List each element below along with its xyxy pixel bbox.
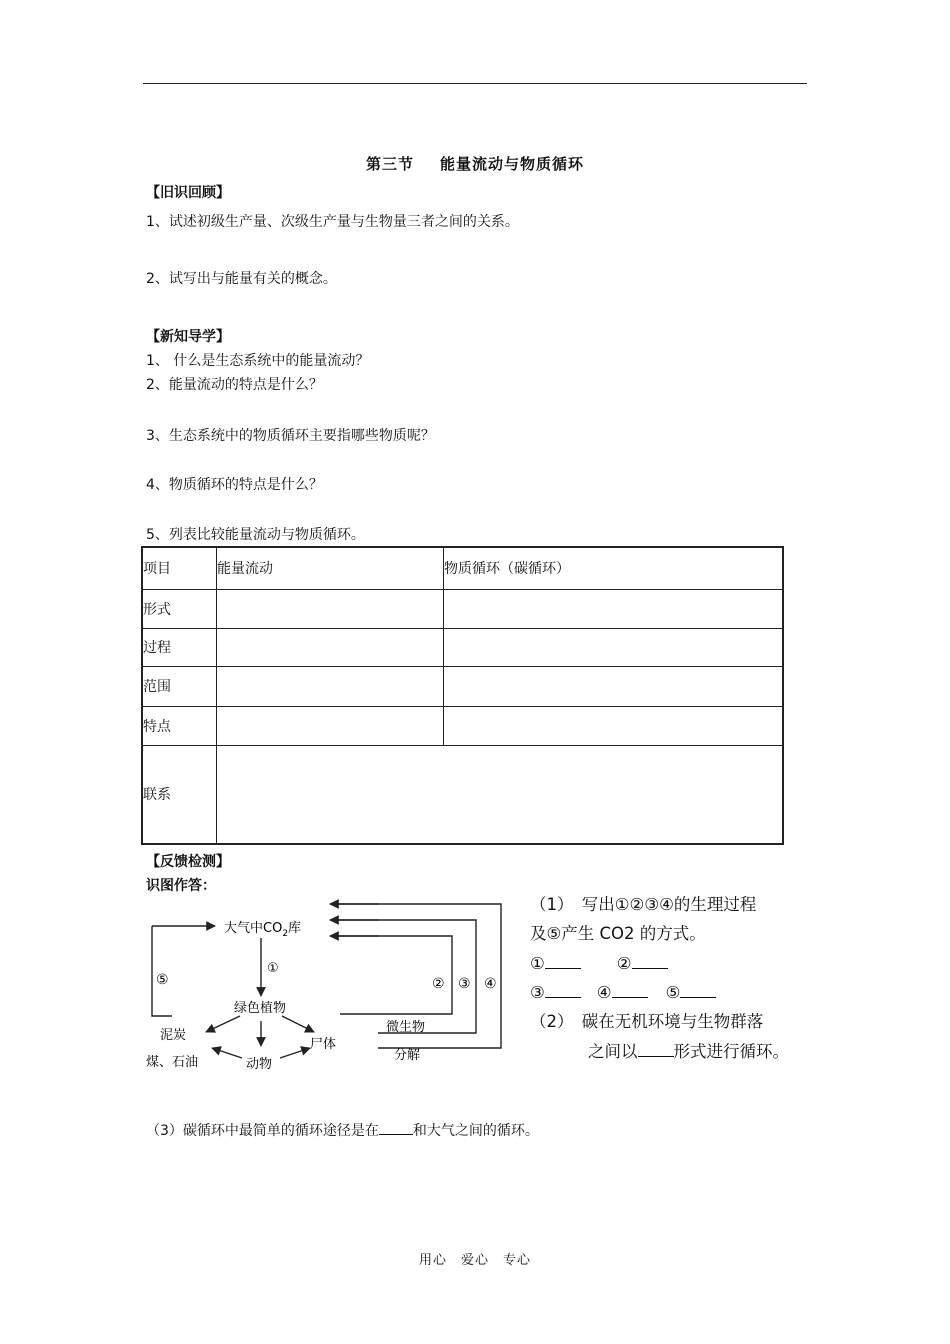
- table-header-cell: 物质循环（碳循环）: [444, 547, 784, 589]
- new-item-1: 1、 什么是生态系统中的能量流动？: [146, 353, 370, 369]
- q2-text-a: 之间以: [588, 1042, 638, 1061]
- title-topic: 能量流动与物质循环: [440, 155, 585, 173]
- table-row: [142, 666, 783, 706]
- microbes-label: 微生物: [386, 1020, 426, 1035]
- row-label: 特点: [142, 706, 217, 745]
- arrow-animals-coal: [212, 1048, 242, 1058]
- answer-blank[interactable]: [379, 1119, 413, 1135]
- answer-blank[interactable]: [545, 982, 581, 998]
- new-item-5: 5、列表比较能量流动与物质循环。: [146, 527, 365, 543]
- answer-cell[interactable]: [444, 666, 784, 706]
- q1-blank-label: ④: [596, 983, 612, 1002]
- table-header-cell: 项目: [142, 547, 217, 589]
- answer-blank[interactable]: [612, 982, 648, 998]
- comparison-table: [141, 546, 784, 845]
- row-label: 范围: [142, 666, 217, 706]
- review-item-2: 2、试写出与能量有关的概念。: [146, 271, 337, 287]
- corpse-label: 尸体: [310, 1037, 337, 1052]
- label-4: ④: [484, 976, 497, 992]
- feedback-subheader: 识图作答：: [146, 878, 216, 894]
- answer-cell[interactable]: [217, 628, 444, 666]
- q1-blank-label: ③: [530, 983, 545, 1002]
- answer-cell[interactable]: [444, 706, 784, 745]
- answer-cell[interactable]: [217, 589, 444, 628]
- q1-blank-label: ②: [616, 954, 632, 973]
- arrow-plants-peat: [206, 1016, 240, 1032]
- header-rule: [143, 83, 807, 84]
- plants-label: 绿色植物: [234, 1001, 287, 1016]
- answer-cell[interactable]: [217, 666, 444, 706]
- table-header-row: [142, 547, 783, 589]
- loop-2-line: [330, 936, 452, 1014]
- page-title: [0, 153, 950, 174]
- new-item-4: 4、物质循环的特点是什么？: [146, 477, 323, 493]
- q3-text-a: （3）碳循环中最简单的循环途径是在: [146, 1123, 379, 1139]
- q3-line: [146, 1119, 539, 1140]
- answer-cell[interactable]: [217, 706, 444, 745]
- q2-text-b: 形式进行循环。: [673, 1042, 789, 1061]
- answer-cell[interactable]: [444, 589, 784, 628]
- table-row: [142, 589, 783, 628]
- arrow-animals-corpse: [280, 1048, 310, 1058]
- row-label: 形式: [142, 589, 217, 628]
- answer-cell[interactable]: [444, 628, 784, 666]
- coal-label: 煤、石油: [146, 1055, 199, 1070]
- row-label: 联系: [142, 745, 217, 844]
- review-item-1: 1、试述初级生产量、次级生产量与生物量三者之间的关系。: [146, 214, 519, 230]
- new-item-3: 3、生态系统中的物质循环主要指哪些物质呢？: [146, 428, 435, 444]
- answer-blank[interactable]: [545, 953, 581, 969]
- feedback-header: 【反馈检测】: [146, 854, 230, 870]
- new-item-2: 2、能量流动的特点是什么？: [146, 377, 323, 393]
- q2-line1: （2） 碳在无机环境与生物群落: [530, 1012, 764, 1031]
- table-header-cell: 能量流动: [217, 547, 444, 589]
- label-1: ①: [267, 961, 279, 976]
- answer-cell[interactable]: [217, 745, 784, 844]
- table-row: [142, 628, 783, 666]
- loop-5-line: [152, 926, 172, 1016]
- q1-line2: 及⑤产生 CO2 的方式。: [530, 924, 706, 943]
- page-footer: 用心 爱心 专心: [418, 1253, 531, 1268]
- review-header: 【旧识回顾】: [146, 185, 230, 201]
- q1-blanks-row2: [530, 979, 716, 1006]
- arrow-plants-corpse: [282, 1016, 314, 1032]
- answer-blank[interactable]: [638, 1041, 674, 1057]
- title-section: 第三节: [365, 155, 414, 173]
- q1-blanks-row1: [530, 950, 668, 977]
- carbon-cycle-diagram: [140, 896, 512, 1078]
- row-label: 过程: [142, 628, 217, 666]
- peat-label: 泥炭: [160, 1028, 187, 1043]
- q1-blank-label: ①: [530, 954, 545, 973]
- new-header: 【新知导学】: [146, 329, 230, 345]
- q1-line1: （1） 写出①②③④的生理过程: [530, 895, 757, 914]
- table-row: [142, 745, 783, 844]
- label-5: ⑤: [156, 972, 169, 988]
- label-2: ②: [432, 976, 445, 992]
- q1-blank-label: ⑤: [665, 983, 681, 1002]
- q2-line2: [588, 1038, 789, 1065]
- table-row: [142, 706, 783, 745]
- animals-label: 动物: [246, 1057, 273, 1072]
- q3-text-b: 和大气之间的循环。: [412, 1123, 539, 1139]
- loop-3-line: [330, 920, 476, 1033]
- label-3: ③: [458, 976, 471, 992]
- atmosphere-label: 大气中$CO_2$库: [224, 921, 302, 939]
- answer-blank[interactable]: [632, 953, 668, 969]
- answer-blank[interactable]: [680, 982, 716, 998]
- decompose-label: 分解: [394, 1048, 421, 1063]
